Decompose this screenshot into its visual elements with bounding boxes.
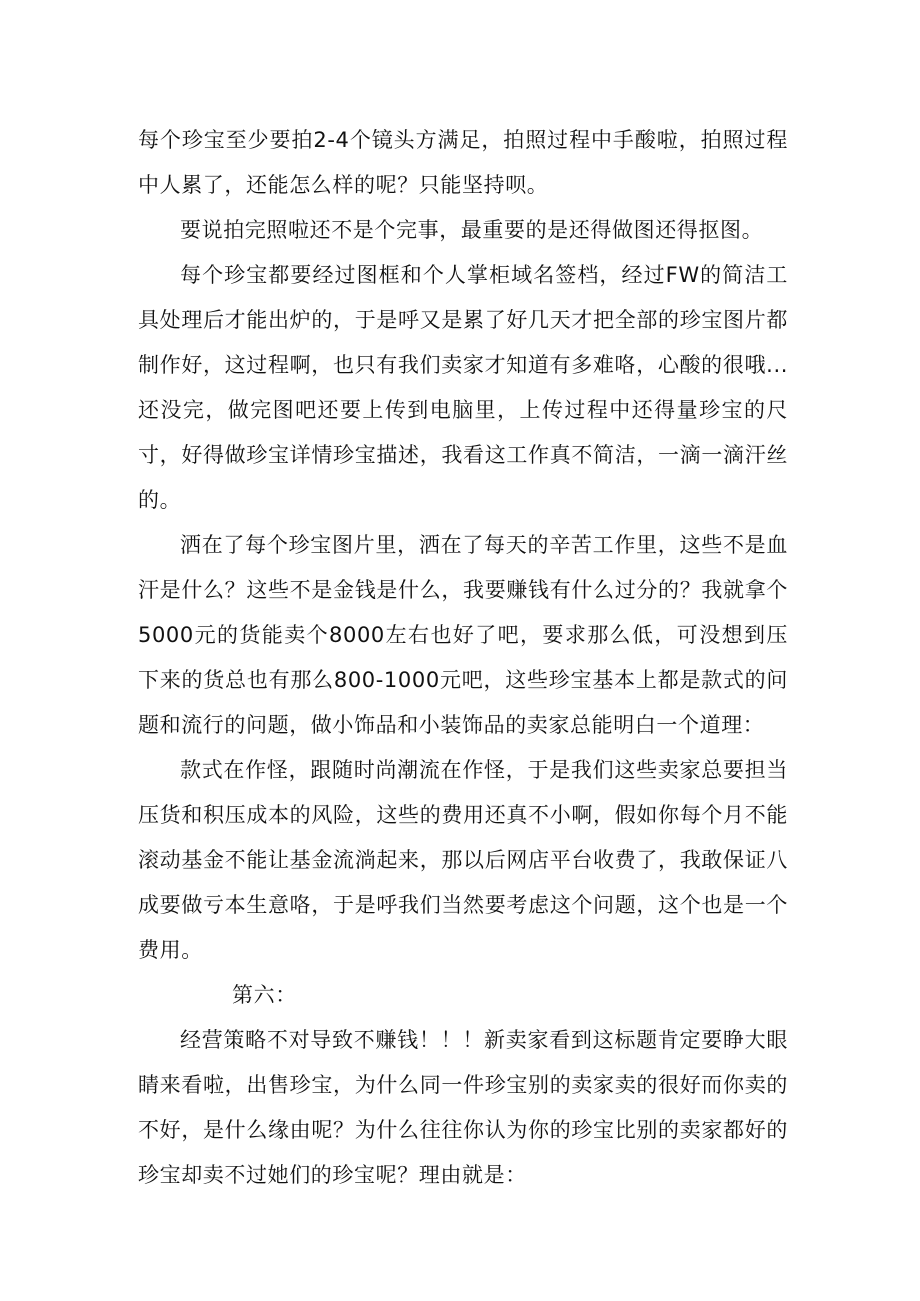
paragraph: 洒在了每个珍宝图片里，洒在了每天的辛苦工作里，这些不是血汗是什么？这些不是金钱是什么，我要赚钱有什么过分的？我就拿个5000元的货能卖个8000左右也好了吧，要求那么低，可没想到压下来的货总也有那么800-1000元吧，这些珍宝基本上都是款式的问题和流行的问题，做小饰品和小装饰品的卖家总能明白一个道理：: [138, 533, 788, 737]
paragraph: 经营策略不对导致不赚钱！！！新卖家看到这标题肯定要睁大眼睛来看啦，出售珍宝，为什么同一件珍宝别的卖家卖的很好而你卖的不好，是什么缘由呢？为什么往往你认为你的珍宝比别的卖家都好的珍宝却卖不过她们的珍宝呢？理由就是：: [138, 1028, 788, 1187]
paragraph: 每个珍宝至少要拍2-4个镜头方满足，拍照过程中手酸啦，拍照过程中人累了，还能怎么样的呢？只能坚持呗。: [138, 128, 788, 197]
paragraph: 每个珍宝都要经过图框和个人掌柜域名签档，经过FW的简洁工具处理后才能出炉的，于是呼又是累了好几天才把全部的珍宝图片都制作好，这过程啊，也只有我们卖家才知道有多难咯，心酸的很哦...还没完，做完图吧还要上传到电脑里，上传过程中还得量珍宝的尺寸，好得做珍宝详情珍宝描述，我看这工作真不简洁，一滴一滴汗丝的。: [138, 263, 788, 512]
section-heading: 第六：: [232, 983, 297, 1007]
paragraph: 要说拍完照啦还不是个完事，最重要的是还得做图还得抠图。: [180, 218, 764, 242]
document-body: [138, 118, 788, 1198]
paragraph: 款式在作怪，跟随时尚潮流在作怪，于是我们这些卖家总要担当压货和积压成本的风险，这些的费用还真不小啊，假如你每个月不能滚动基金不能让基金流淌起来，那以后网店平台收费了，我敢保证八成要做亏本生意咯，于是呼我们当然要考虑这个问题，这个也是一个费用。: [138, 758, 788, 962]
